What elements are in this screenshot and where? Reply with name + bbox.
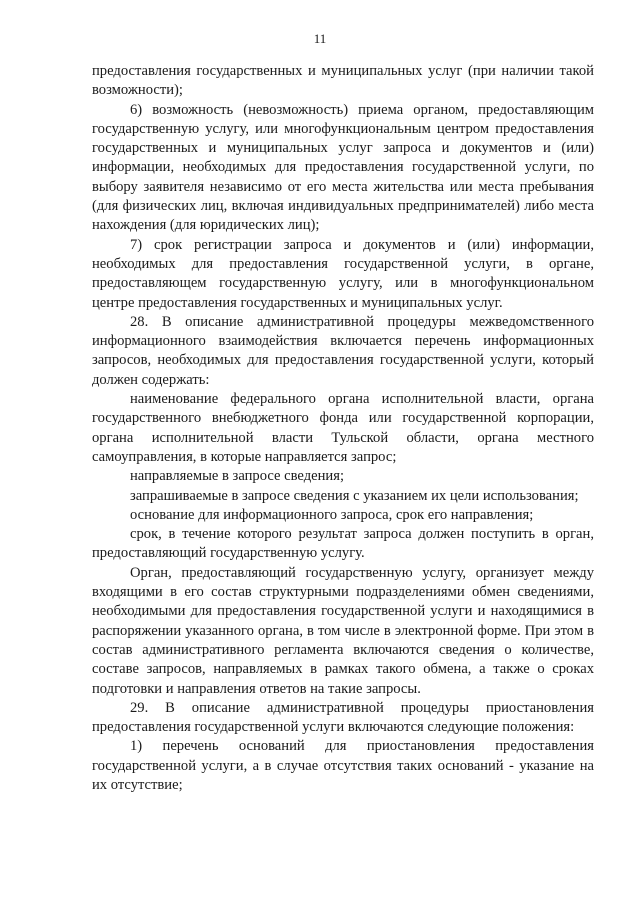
paragraph-item-7: 7) срок регистрации запроса и документов и (или) информации, необходимых для предоставления государственной услуги, в органе, предоставляющем государственную услугу, или в многофункциональном центре предоставления государственных и муниципальных услуг.: [92, 236, 594, 311]
paragraph-item-6: 6) возможность (невозможность) приема органом, предоставляющим государственную услугу, или многофункциональным центром предоставления государственных и муниципальных услуг запроса и документов и (или) информации, необходимых для предоставления государственной услуги, по выбору заявителя независимо от его места жительства или места пребывания (для физических лиц, включая индивидуальных предпринимателей) либо места нахождения (для юридических лиц);: [92, 101, 594, 234]
paragraph-item-1: 1) перечень оснований для приостановления предоставления государственной услуги, а в случае отсутствия таких оснований - указание на их отсутствие;: [92, 738, 594, 793]
paragraph-request-basis: основание для информационного запроса, срок его направления;: [130, 506, 534, 523]
paragraph-internal-exchange: Орган, предоставляющий государственную услугу, организует между входящими в его состав структурными подразделениями обмен сведениями, необходимыми для предоставления государственной услуги и находящимися в распоряжении указанного органа, в том числе в электронной форме. При этом в состав административного регламента включаются сведения о количестве, составе запросов, направляемых в рамках такого обмена, а также о сроках подготовки и направления ответов на такие запросы.: [92, 564, 594, 697]
paragraph-continuation: предоставления государственных и муниципальных услуг (при наличии такой возможности);: [92, 63, 594, 99]
paragraph-sent-info: направляемые в запросе сведения;: [130, 468, 345, 485]
page-number: 11: [313, 31, 327, 46]
paragraph-requested-info: запрашиваемые в запросе сведения с указанием их цели использования;: [130, 487, 579, 504]
paragraph-section-29: 29. В описание административной процедуры приостановления предоставления государственной услуги включаются следующие положения:: [92, 699, 594, 736]
paragraph-section-28: 28. В описание административной процедуры межведомственного информационного взаимодействия включается перечень информационных запросов, необходимых для предоставления государственной услуги, который должен содержать:: [92, 313, 594, 388]
paragraph-request-deadline: срок, в течение которого результат запроса должен поступить в орган, предоставляющий государственную услугу.: [92, 526, 594, 562]
paragraph-agency-name: наименование федерального органа исполнительной власти, органа государственного внебюджетного фонда или государственной корпорации, органа исполнительной власти Тульской области, органа местного самоуправления, в которые направляется запрос;: [92, 391, 594, 465]
document-body: [92, 62, 594, 795]
